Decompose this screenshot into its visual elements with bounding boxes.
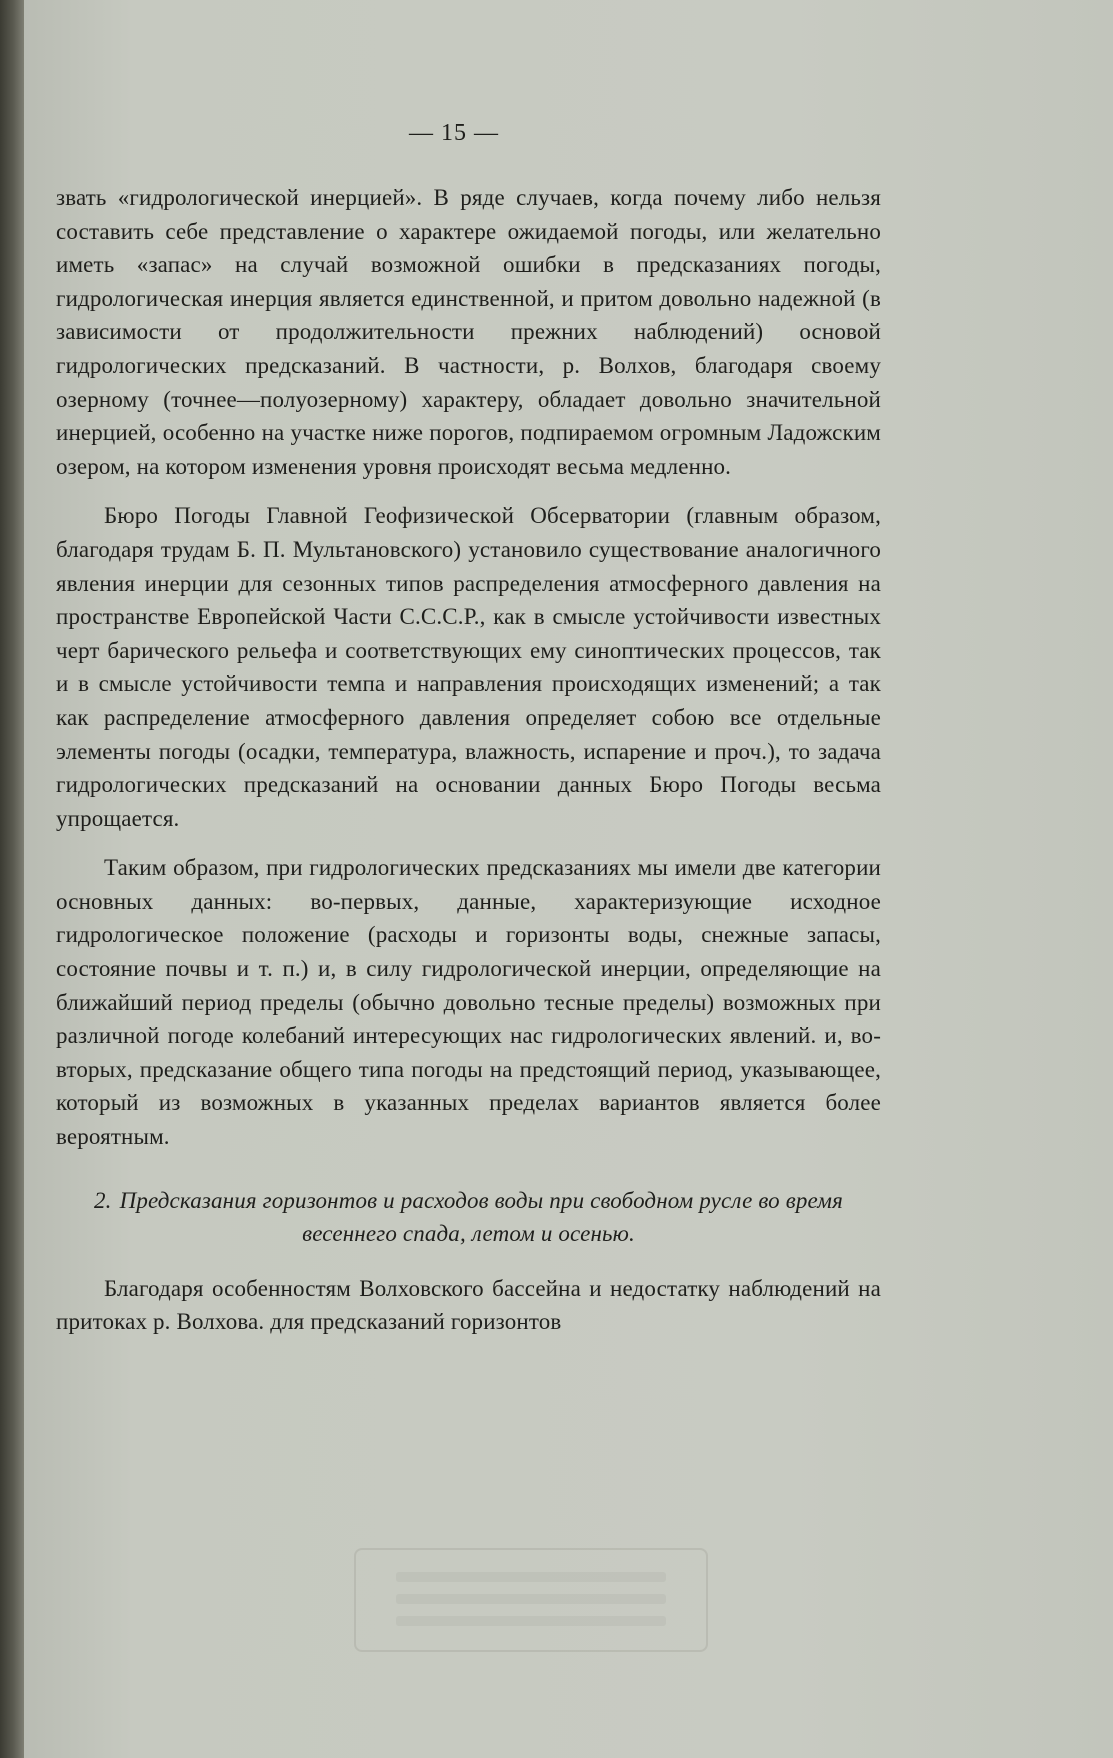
stamp-line <box>396 1572 666 1582</box>
faded-stamp <box>354 1548 708 1652</box>
section-heading <box>56 1184 881 1250</box>
section-title: Предсказания горизонтов и расходов воды при свободном русле во время весеннего спада, летом и осенью. <box>119 1187 843 1246</box>
page-number: — 15 — <box>409 120 499 146</box>
page-body <box>56 181 881 1355</box>
document-page <box>24 0 1113 1758</box>
book-spine <box>0 0 24 1758</box>
paragraph-4: Благодаря особенностям Волховского бассейна и недостатку наблюдений на притоках р. Волхова. для предсказаний горизонтов <box>56 1275 881 1335</box>
stamp-line <box>396 1616 666 1626</box>
paragraph-2: Бюро Погоды Главной Геофизической Обсерватории (главным образом, благодаря трудам Б. П. Мультановского) установило существование аналогичного явления инерции для сезонных типов распределения атмосферного давления на пространстве Европейской Части С.С.С.Р., как в смысле устойчивости известных черт барического рельефа и соответствующих ему синоптических процессов, так и в смысле устойчивости темпа и направления происходящих изменений; а так как распределение атмосферного давления определяет собою все отдельные элементы погоды (осадки, температура, влажность, испарение и проч.), то задача гидрологических предсказаний на основании данных Бюро Погоды весьма упрощается. <box>56 503 881 831</box>
section-number: 2. <box>94 1187 112 1213</box>
paragraph-3: Таким образом, при гидрологических предсказаниях мы имели две категории основных данных: во-первых, данные, характеризующие исходное гидрологическое положение (расходы и горизонты воды, снежные запасы, состояние почвы и т. п.) и, в силу гидрологической инерции, определяющие на ближайший период пределы (обычно довольно тесные пределы) возможных при различной погоде колебаний интересующих нас гидрологических явлений. и, во-вторых, предсказание общего типа погоды на предстоящий период, указывающее, который из возможных в указанных пределах вариантов является более вероятным. <box>56 855 881 1150</box>
paragraph-1: звать «гидрологической инерцией». В ряде случаев, когда почему либо нельзя составить себе представление о характере ожидаемой погоды, или желательно иметь «запас» на случай возможной ошибки в предсказаниях погоды, гидрологическая инерция является единственной, и притом довольно надежной (в зависимости от продолжительности прежних наблюдений) основой гидрологических предсказаний. В частности, р. Волхов, благодаря своему озерному (точнее—полуозерному) характеру, обладает довольно значительной инерцией, особенно на участке ниже порогов, подпираемом огромным Ладожским озером, на котором изменения уровня происходят весьма медленно. <box>56 185 881 479</box>
stamp-line <box>396 1594 666 1604</box>
